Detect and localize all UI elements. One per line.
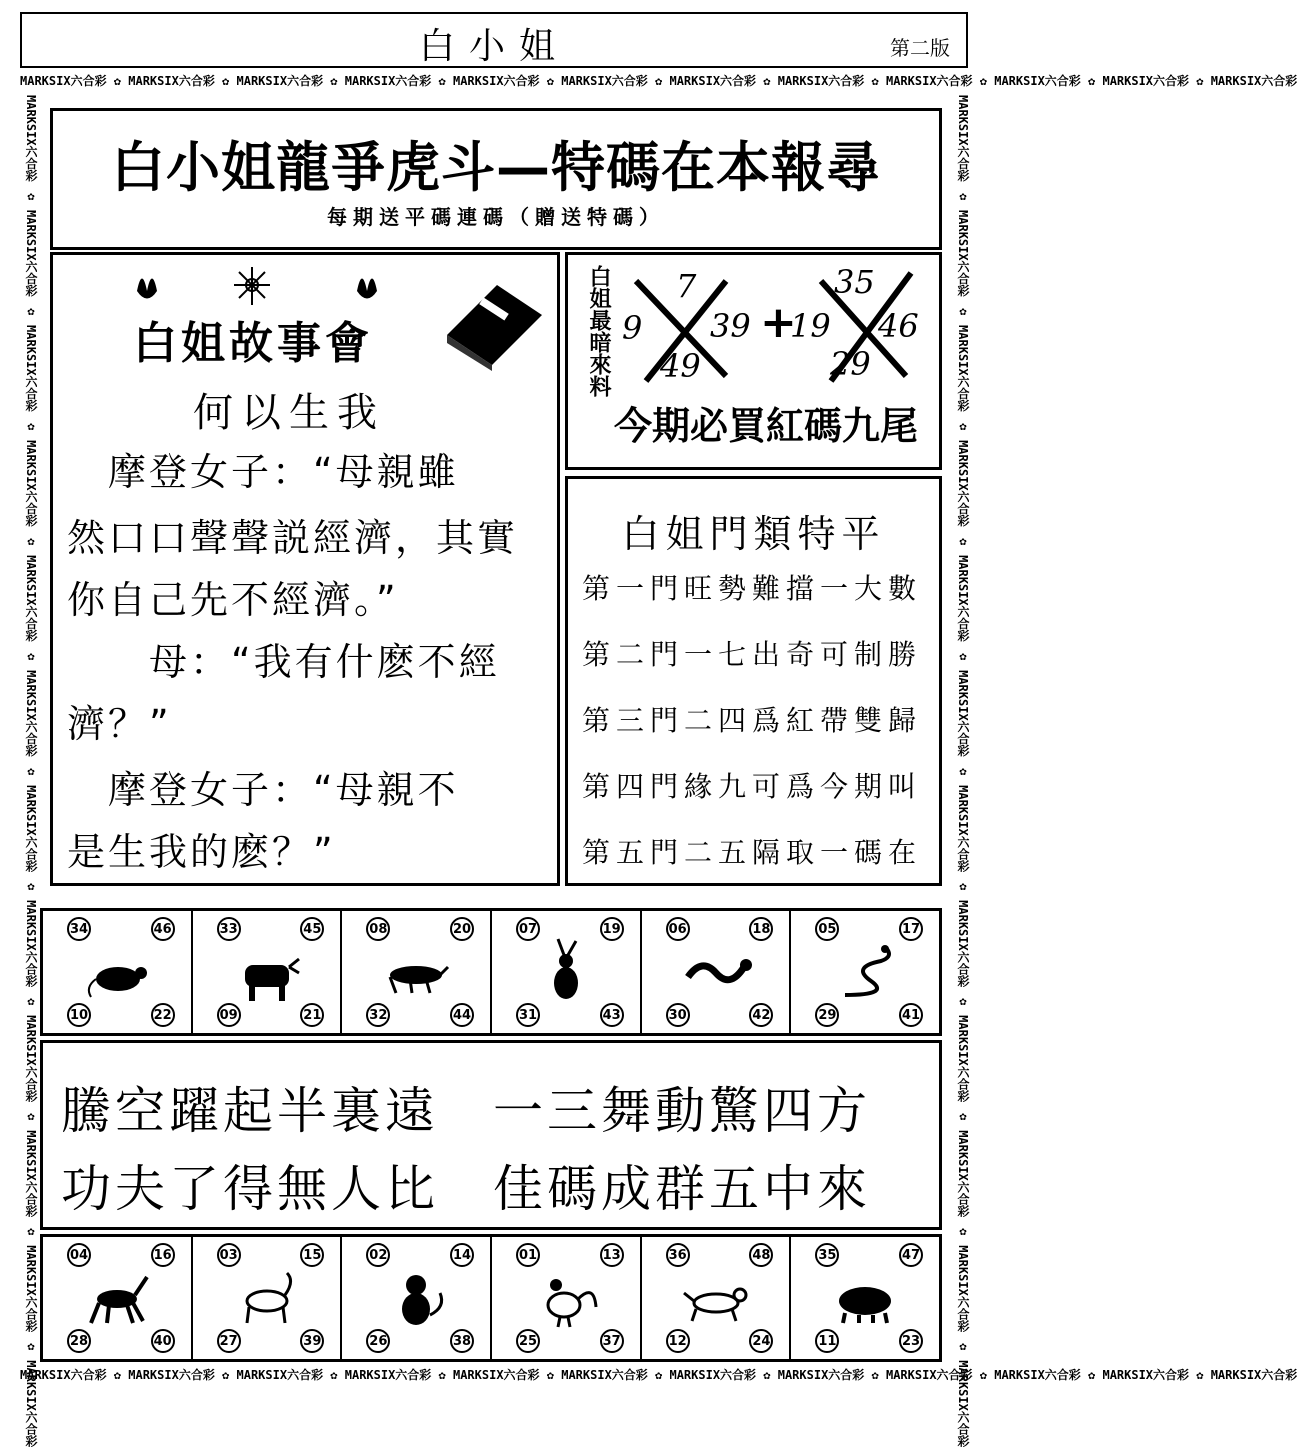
zodiac-row-bottom <box>40 1234 942 1362</box>
strip-text: MARKSIX六合彩 ✿ MARKSIX六合彩 ✿ MARKSIX六合彩 ✿ MARKSIX六合彩 ✿ MARKSIX六合彩 ✿ MARKSIX六合彩 ✿ MARKSIX六合彩 ✿ MARKSIX六合彩 ✿ MARKSIX六合彩 ✿ MARKSIX六合彩 ✿ MARKSIX六合彩 ✿ MARKSIX六合彩 <box>24 95 38 1447</box>
zodiac-number: 15 <box>300 1243 324 1267</box>
must-buy-text: 今期必買紅碼九尾 <box>614 404 919 448</box>
zodiac-number: 11 <box>815 1329 839 1353</box>
zodiac-number: 09 <box>217 1003 241 1027</box>
story-line: 母：“我有什麽不經 <box>67 640 500 684</box>
zodiac-number: 29 <box>815 1003 839 1027</box>
zodiac-number: 06 <box>666 917 690 941</box>
door-item: 第三門二四爲紅帶雙歸 <box>582 704 923 737</box>
story-line: 摩登女子：“母親雖 <box>67 450 459 494</box>
plus-operator: + <box>760 297 797 348</box>
zodiac-number: 42 <box>749 1003 773 1027</box>
zodiac-number: 21 <box>300 1003 324 1027</box>
zodiac-cell <box>642 911 792 1033</box>
bottom-border-strip <box>20 1366 1297 1386</box>
zodiac-number: 22 <box>151 1003 175 1027</box>
zodiac-number: 40 <box>151 1329 175 1353</box>
story-panel <box>50 252 560 886</box>
zodiac-number: 07 <box>516 917 540 941</box>
poem-line: 功夫了得無人比 佳碼成群五中來 <box>61 1160 871 1218</box>
formula-number: 49 <box>660 347 701 385</box>
pig-icon <box>831 1263 901 1333</box>
zodiac-number: 18 <box>749 917 773 941</box>
zodiac-cell <box>492 1237 642 1359</box>
doors-panel <box>565 476 942 886</box>
story-title: 白姐故事會 <box>133 318 373 369</box>
formula-number: 39 <box>710 307 751 345</box>
zodiac-number: 36 <box>666 1243 690 1267</box>
zodiac-number: 08 <box>366 917 390 941</box>
formula-number: 9 <box>622 309 643 347</box>
door-item: 第二門一七出奇可制勝 <box>582 638 923 671</box>
zodiac-number: 30 <box>666 1003 690 1027</box>
tiger-icon <box>382 937 452 1007</box>
zodiac-number: 37 <box>600 1329 624 1353</box>
zodiac-number: 10 <box>67 1003 91 1027</box>
zodiac-cell <box>642 1237 792 1359</box>
dog-icon <box>682 1263 752 1333</box>
door-item: 第五門二五隔取一碼在 <box>582 836 923 869</box>
zodiac-cell <box>791 911 939 1033</box>
zodiac-cell <box>492 911 642 1033</box>
story-subtitle: 何以生我 <box>193 390 385 436</box>
zodiac-number: 23 <box>899 1329 923 1353</box>
zodiac-number: 03 <box>217 1243 241 1267</box>
zodiac-cell <box>791 1237 939 1359</box>
zodiac-number: 20 <box>450 917 474 941</box>
zodiac-number: 26 <box>366 1329 390 1353</box>
story-line: 你自己先不經濟。” <box>67 578 399 622</box>
page-header <box>20 12 968 68</box>
top-border-strip <box>20 72 1297 92</box>
strip-text: MARKSIX六合彩 ✿ MARKSIX六合彩 ✿ MARKSIX六合彩 ✿ MARKSIX六合彩 ✿ MARKSIX六合彩 ✿ MARKSIX六合彩 ✿ MARKSIX六合彩 ✿ MARKSIX六合彩 ✿ MARKSIX六合彩 ✿ MARKSIX六合彩 ✿ MARKSIX六合彩 ✿ MARKSIX六合彩 <box>20 1368 1297 1382</box>
zodiac-number: 46 <box>151 917 175 941</box>
zodiac-number: 17 <box>899 917 923 941</box>
zodiac-number: 31 <box>516 1003 540 1027</box>
flower-ornament-icon <box>127 261 387 311</box>
zodiac-number: 27 <box>217 1329 241 1353</box>
formula-panel <box>565 252 942 470</box>
headline-title: 白小姐龍爭虎斗—特碼在本報尋 <box>111 136 881 199</box>
story-line: 濟？” <box>67 702 172 746</box>
rabbit-icon <box>532 937 602 1007</box>
dragon-icon <box>682 937 752 1007</box>
zodiac-number: 19 <box>600 917 624 941</box>
poem-line: 騰空躍起半裏遠 一三舞動驚四方 <box>61 1082 871 1140</box>
zodiac-cell <box>193 911 343 1033</box>
formula-label: 白姐最暗來料 <box>586 265 611 397</box>
formula-number: 35 <box>834 263 875 301</box>
zodiac-number: 24 <box>749 1329 773 1353</box>
edition-label: 第二版 <box>890 36 950 60</box>
zodiac-number: 45 <box>300 917 324 941</box>
strip-text: MARKSIX六合彩 ✿ MARKSIX六合彩 ✿ MARKSIX六合彩 ✿ MARKSIX六合彩 ✿ MARKSIX六合彩 ✿ MARKSIX六合彩 ✿ MARKSIX六合彩 ✿ MARKSIX六合彩 ✿ MARKSIX六合彩 ✿ MARKSIX六合彩 ✿ MARKSIX六合彩 ✿ MARKSIX六合彩 <box>20 74 1297 88</box>
zodiac-cell <box>43 1237 193 1359</box>
zodiac-number: 16 <box>151 1243 175 1267</box>
monkey-icon <box>382 1263 452 1333</box>
rat-icon <box>83 937 153 1007</box>
zodiac-number: 04 <box>67 1243 91 1267</box>
zodiac-cell <box>342 911 492 1033</box>
formula-number: 19 <box>790 307 831 345</box>
door-item: 第一門旺勢難擋一大數 <box>582 572 923 605</box>
door-item: 第四門緣九可爲今期叫 <box>582 770 923 803</box>
zodiac-cell <box>43 911 193 1033</box>
rooster-icon <box>532 1263 602 1333</box>
left-border-strip <box>18 95 40 1447</box>
zodiac-number: 02 <box>366 1243 390 1267</box>
zodiac-number: 34 <box>67 917 91 941</box>
zodiac-number: 25 <box>516 1329 540 1353</box>
formula-number: 29 <box>830 345 871 383</box>
zodiac-number: 44 <box>450 1003 474 1027</box>
snake-icon <box>831 937 901 1007</box>
zodiac-number: 32 <box>366 1003 390 1027</box>
zodiac-number: 41 <box>899 1003 923 1027</box>
story-line: 然口口聲聲説經濟，其實 <box>67 516 519 560</box>
poem-panel <box>40 1040 942 1230</box>
formula-number: 7 <box>676 267 697 305</box>
zodiac-number: 33 <box>217 917 241 941</box>
zodiac-number: 13 <box>600 1243 624 1267</box>
zodiac-number: 28 <box>67 1329 91 1353</box>
headline-panel <box>50 108 942 250</box>
story-line: 是生我的麽？” <box>67 830 336 874</box>
right-border-strip <box>950 95 972 1447</box>
zodiac-number: 14 <box>450 1243 474 1267</box>
horse-icon <box>83 1263 153 1333</box>
zodiac-row-top <box>40 908 942 1036</box>
zodiac-cell <box>342 1237 492 1359</box>
zodiac-number: 38 <box>450 1329 474 1353</box>
zodiac-cell <box>193 1237 343 1359</box>
newspaper-title: 白小姐 <box>418 26 569 67</box>
headline-subtitle: 每期送平碼連碼（贈送特碼） <box>327 205 665 229</box>
ox-icon <box>233 937 303 1007</box>
zodiac-number: 47 <box>899 1243 923 1267</box>
zodiac-number: 12 <box>666 1329 690 1353</box>
zodiac-number: 01 <box>516 1243 540 1267</box>
book-icon <box>437 275 547 371</box>
story-line: 摩登女子：“母親不 <box>67 768 459 812</box>
goat-icon <box>233 1263 303 1333</box>
doors-title: 白姐門類特平 <box>621 512 886 556</box>
zodiac-number: 05 <box>815 917 839 941</box>
strip-text: MARKSIX六合彩 ✿ MARKSIX六合彩 ✿ MARKSIX六合彩 ✿ MARKSIX六合彩 ✿ MARKSIX六合彩 ✿ MARKSIX六合彩 ✿ MARKSIX六合彩 ✿ MARKSIX六合彩 ✿ MARKSIX六合彩 ✿ MARKSIX六合彩 ✿ MARKSIX六合彩 ✿ MARKSIX六合彩 <box>956 95 970 1447</box>
zodiac-number: 43 <box>600 1003 624 1027</box>
formula-number: 46 <box>878 307 919 345</box>
zodiac-number: 39 <box>300 1329 324 1353</box>
zodiac-number: 35 <box>815 1243 839 1267</box>
zodiac-number: 48 <box>749 1243 773 1267</box>
